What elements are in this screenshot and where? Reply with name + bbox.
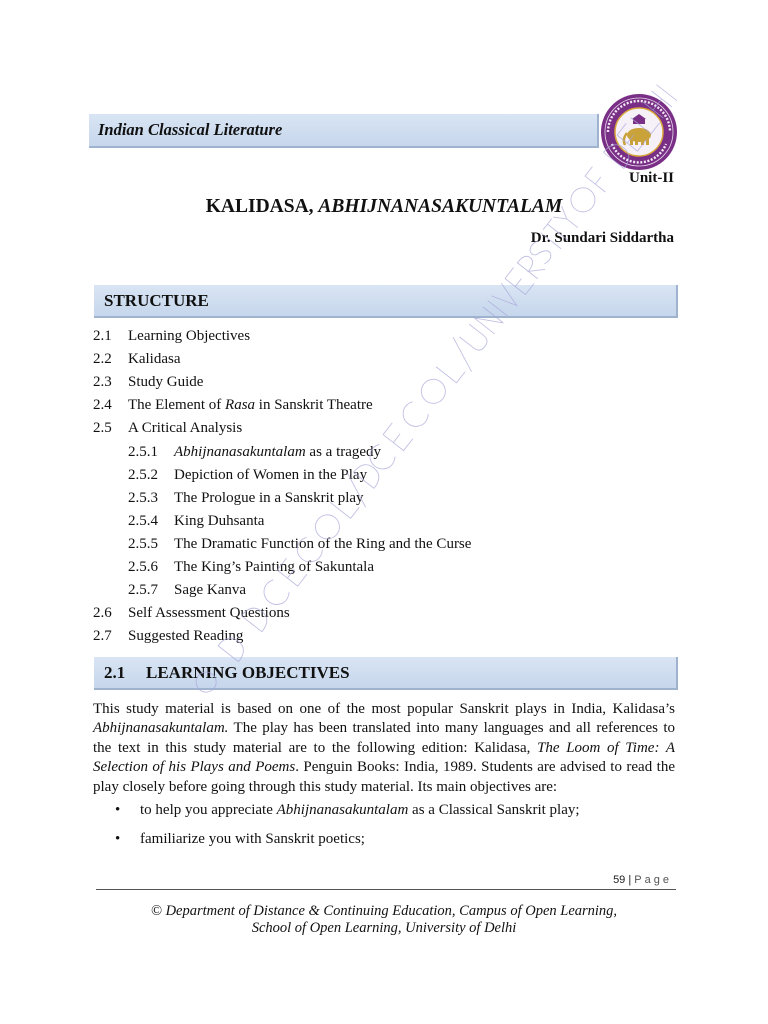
title-play-name: ABHIJNANASAKUNTALAM — [318, 196, 563, 217]
structure-item-label: The Element of Rasa in Sanskrit Theatre — [128, 397, 373, 414]
structure-item-label: Kalidasa — [128, 351, 181, 368]
structure-item-number: 2.2 — [93, 351, 112, 368]
structure-item-number: 2.5.7 — [128, 582, 158, 599]
structure-item-number: 2.5 — [93, 420, 112, 437]
structure-item-label: Abhijnanasakuntalam as a tragedy — [174, 443, 382, 460]
footer-line-2: School of Open Learning, University of Delhi — [251, 920, 517, 936]
structure-item-number: 2.7 — [93, 628, 112, 645]
structure-item-label: Sage Kanva — [174, 582, 247, 599]
structure-item-label: Self Assessment Questions — [128, 605, 290, 622]
structure-item-label: The King’s Painting of Sakuntala — [174, 559, 374, 575]
course-title: Indian Classical Literature — [98, 120, 283, 139]
section-title: LEARNING OBJECTIVES — [146, 663, 350, 682]
structure-item-number: 2.5.6 — [128, 559, 158, 575]
objective-text: to help you appreciate Abhijnanasakuntalam as a Classical Sanskrit play; — [140, 802, 580, 818]
title-author-name: KALIDASA, — [205, 196, 319, 217]
structure-item-label: Learning Objectives — [128, 328, 251, 344]
structure-item-number: 2.4 — [93, 397, 112, 414]
structure-item-label: Depiction of Women in the Play — [174, 466, 368, 483]
footer-copyright — [0, 903, 768, 937]
learning-objectives-heading — [94, 657, 678, 690]
footer-divider — [96, 889, 676, 890]
structure-item-label: Suggested Reading — [128, 628, 244, 645]
structure-item-number: 2.5.1 — [128, 443, 158, 460]
structure-item-number: 2.6 — [93, 605, 112, 622]
section-number: 2.1 — [104, 663, 126, 682]
structure-item-label: King Duhsanta — [174, 512, 265, 529]
document-title — [0, 196, 768, 218]
university-emblem-logo — [599, 92, 679, 172]
course-title-banner — [89, 114, 599, 148]
bullet-icon: • — [115, 831, 121, 847]
structure-item-number: 2.5.3 — [128, 489, 158, 506]
bullet-icon: • — [115, 802, 121, 818]
unit-label: Unit-II — [628, 170, 674, 186]
footer-line-1: © Department of Distance & Continuing Education, Campus of Open Learning, — [150, 903, 618, 919]
objective-text: familiarize you with Sanskrit poetics; — [140, 831, 365, 847]
structure-item-label: A Critical Analysis — [128, 420, 243, 437]
structure-item-label: Study Guide — [128, 374, 204, 391]
structure-heading: STRUCTURE — [94, 285, 678, 318]
structure-item-number: 2.5.2 — [128, 466, 158, 483]
page-number: 59 | Page — [613, 874, 672, 886]
structure-item-number: 2.5.4 — [128, 512, 158, 529]
structure-item-number: 2.1 — [93, 328, 112, 344]
structure-item-number: 2.5.5 — [128, 535, 158, 552]
objectives-paragraph: This study material is based on one of the most popular Sanskrit plays in India, Kalidasa’s Abhijnanasakuntalam. The play has been translated into many languages and all references to the text in this study material are to the following edition: Kalidasa, The Loom of Time: A Selection of his Plays and Poems. Penguin Books: India, 1989. Students are advised to read the play closely before going through this study material. Its main objectives are: — [93, 701, 675, 795]
structure-item-number: 2.3 — [93, 374, 112, 391]
structure-item-label: The Dramatic Function of the Ring and the Curse — [174, 535, 472, 552]
structure-item-label: The Prologue in a Sanskrit play — [174, 489, 364, 506]
author-name: Dr. Sundari Siddartha — [530, 230, 674, 246]
